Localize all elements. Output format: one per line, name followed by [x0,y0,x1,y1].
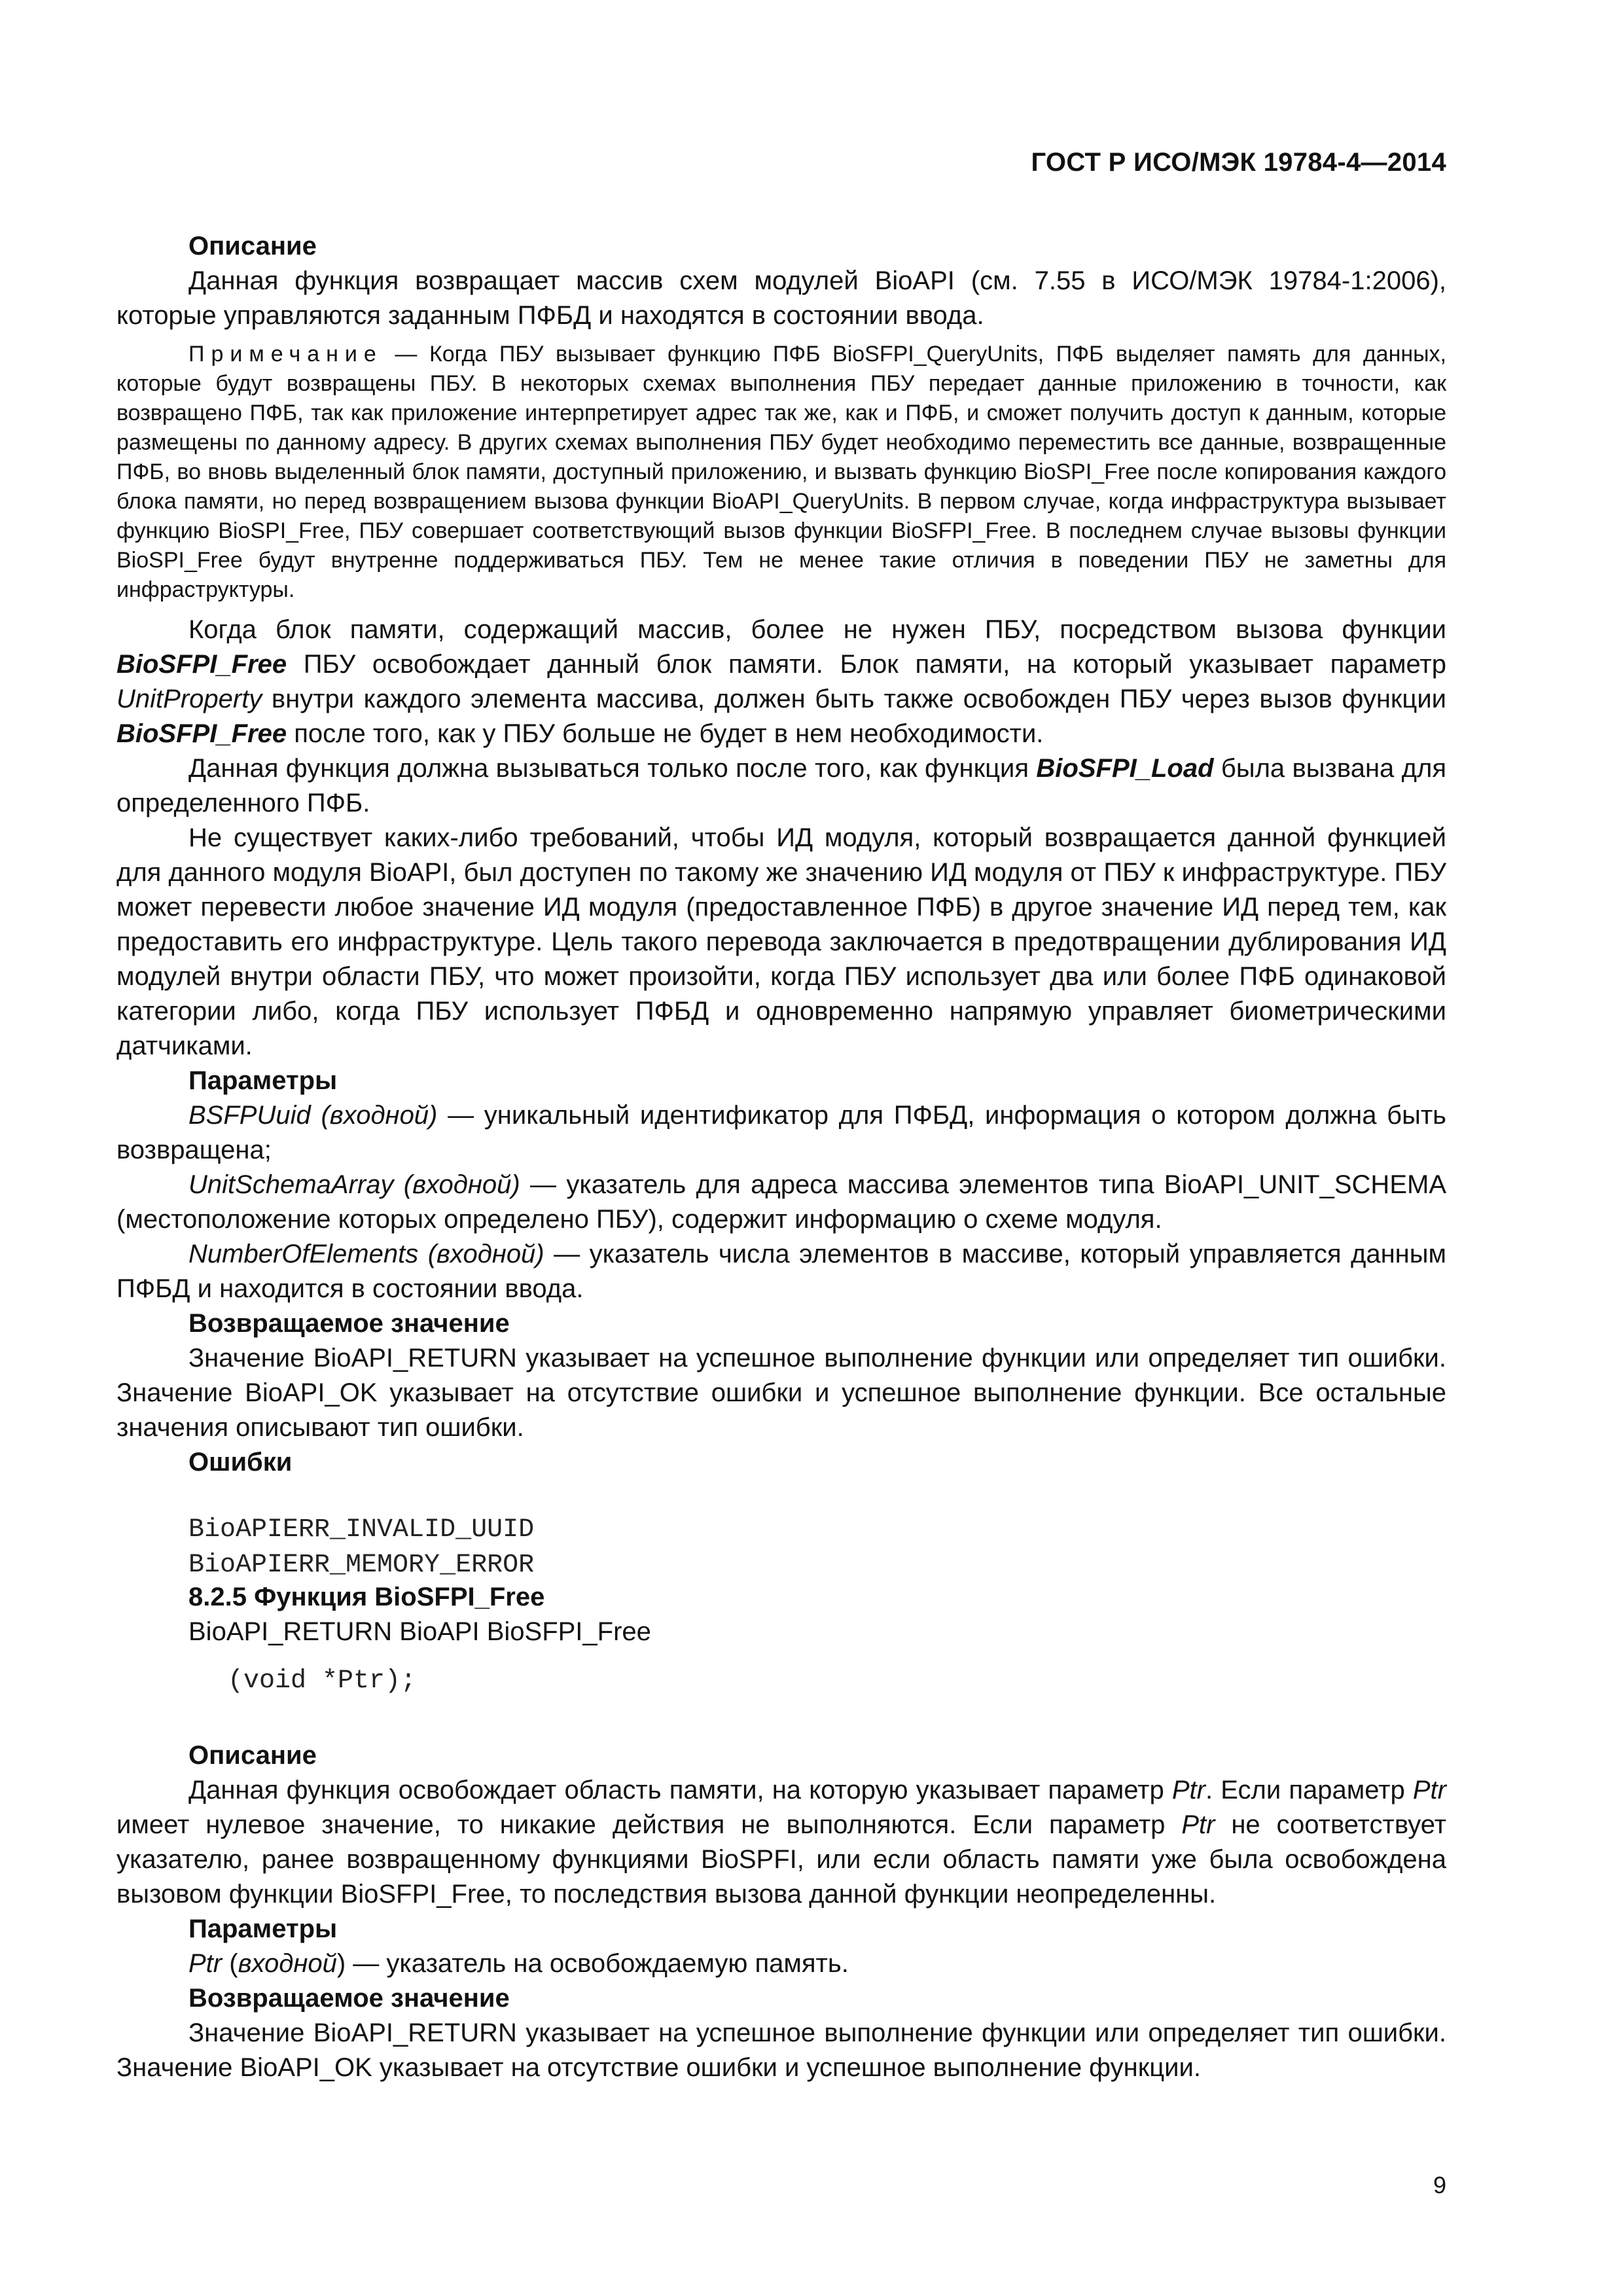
parameter-name: UnitSchemaArray (входной) [188,1170,520,1199]
load-paragraph [116,751,1446,821]
text-span: ПБУ освобождает данный блок памяти. Блок памяти, на который указывает параметр [287,650,1446,679]
parameter-unitschemaarray [116,1168,1446,1237]
parameter-direction: входной [238,1949,337,1978]
function-signature: BioAPI_RETURN BioAPI BioSFPI_Free [188,1617,651,1646]
parameters-heading: Параметры [188,1914,338,1943]
text-span: после того, как у ПБУ больше не будет в нем необходимости. [287,719,1044,748]
function-name: BioSFPI_Free [116,650,287,679]
free-memory-paragraph [116,613,1446,751]
text-span: — уникальный идентификатор для ПФБД, информация о котором должна быть возвращена; [116,1101,1446,1164]
error-code: BioAPIERR_MEMORY_ERROR [188,1551,535,1580]
text-span: — указатель на освобождаемую память. [346,1949,849,1978]
return-value-paragraph: Значение BioAPI_RETURN указывает на успешное выполнение функции или определяет тип ошибки. Значение BioAPI_OK указывает на отсутствие ошибки и успешное выполнение функции. [116,2018,1446,2082]
text-span: Данная функция должна вызываться только после того, как функция [188,754,1037,783]
section-title: 8.2.5 Функция BioSFPI_Free [188,1583,545,1611]
section-biosfpi-free [116,1580,1446,2085]
note-paragraph [116,340,1446,605]
parameter-bsfpuuid [116,1098,1446,1168]
description-paragraph [116,1773,1446,1912]
text-span: Когда блок памяти, содержащий массив, более не нужен ПБУ, посредством вызова функции [188,615,1446,644]
text-span: имеет нулевое значение, то никакие действия не выполняются. Если параметр [116,1810,1182,1839]
description-heading: Описание [188,1741,317,1770]
text-span: Данная функция освобождает область памяти, на которую указывает параметр [188,1776,1172,1804]
parameter-name: Ptr [1171,1776,1205,1804]
error-code: BioAPIERR_INVALID_UUID [188,1515,535,1545]
parameter-name: BSFPUuid (входной) [188,1101,438,1130]
parameter-numberofelements [116,1237,1446,1306]
errors-heading: Ошибки [188,1448,293,1477]
parameter-ptr: Ptr (входной) — указатель на освобождаемую память. [188,1949,849,1978]
page-number: 9 [1433,2172,1446,2198]
section-query-units-continued [116,229,1446,1583]
text-span: — указатель числа элементов в массиве, который управляется данным ПФБД и находится в состоянии ввода. [116,1240,1447,1303]
parameter-name: UnitProperty [116,685,262,713]
function-name: BioSFPI_Free [116,719,287,748]
text-span: была вызвана для определенного ПФБ. [116,754,1446,817]
standard-header: ГОСТ Р ИСО/МЭК 19784-4—2014 [1031,148,1446,177]
document-page [116,0,1446,2296]
description-heading: Описание [188,232,317,260]
parameter-name: Ptr [1412,1776,1446,1804]
parameter-name: Ptr [1181,1810,1215,1839]
return-value-heading: Возвращаемое значение [188,1984,510,2013]
parameter-name: NumberOfElements (входной) [188,1240,544,1268]
parameters-heading: Параметры [188,1066,338,1095]
text-span: — указатель для адреса массива элементов типа BioAPI_UNIT_SCHEMA (местоположение которых определено ПБУ), содержит информацию о схеме модуля. [116,1170,1446,1234]
function-name: BioSFPI_Load [1036,754,1214,783]
description-paragraph: Данная функция возвращает массив схем модулей BioAPI (см. 7.55 в ИСО/МЭК 19784-1:2006), которые управляются заданным ПФБД и находятся в состоянии ввода. [116,266,1446,330]
text-span: не соответствует указателю, ранее возвращенному функциями BioSPFI, или если область памяти уже была освобождена вызовом функции BioSFPI_Free, то последствия вызова данной функции неопределенны. [116,1810,1447,1909]
function-signature-args: (void *Ptr); [228,1666,417,1696]
return-value-heading: Возвращаемое значение [188,1309,510,1338]
text-span: . Если параметр [1205,1776,1413,1804]
text-span: внутри каждого элемента массива, должен быть также освобожден ПБУ через вызов функции [262,685,1446,713]
parameter-name: Ptr [188,1949,223,1978]
return-value-paragraph: Значение BioAPI_RETURN указывает на успешное выполнение функции или определяет тип ошибки. Значение BioAPI_OK указывает на отсутствие ошибки и успешное выполнение функции. Все остальные значения описывают тип ошибки. [116,1344,1446,1442]
note-text: — Когда ПБУ вызывает функцию ПФБ BioSFPI_QueryUnits, ПФБ выделяет память для данных, которые будут возвращены ПБУ. В некоторых схемах выполнения ПБУ передает данные приложению в точности, как возвращено ПФБ, так как приложение интерпретирует адрес так же, как и ПФБ, и сможет получить доступ к данным, которые размещены по данному адресу. В других схемах выполнения ПБУ будет необходимо переместить все данные, возвращенные ПФБ, во вновь выделенный блок памяти, доступный приложению, и вызвать функцию BioSPI_Free после копирования каждого блока памяти, но перед возвращением вызова функции BioAPI_QueryUnits. В первом случае, когда инфраструктура вызывает функцию BioSPI_Free, ПБУ совершает соответствующий вызов функции BioSFPI_Free. В последнем случае вызовы функции BioSPI_Free будут внутренне поддерживаться ПБУ. Тем не менее такие отличия в поведении ПБУ не заметны для инфраструктуры. [116,342,1446,602]
errors-list [188,1513,1446,1583]
note-label: Примечание [188,342,383,367]
module-id-paragraph: Не существует каких-либо требований, чтобы ИД модуля, который возвращается данной функцией для данного модуля BioAPI, был доступен по такому же значению ИД модуля от ПБУ к инфраструктуре. ПБУ может перевести любое значение ИД модуля (предоставленное ПФБ) в другое значение ИД перед тем, как предоставить его инфраструктуре. Цель такого перевода заключается в предотвращении дублирования ИД модулей внутри области ПБУ, что может произойти, когда ПБУ использует два или более ПФБ одинаковой категории либо, когда ПБУ использует ПФБД и одновременно напрямую управляет биометрическими датчиками. [116,823,1446,1060]
